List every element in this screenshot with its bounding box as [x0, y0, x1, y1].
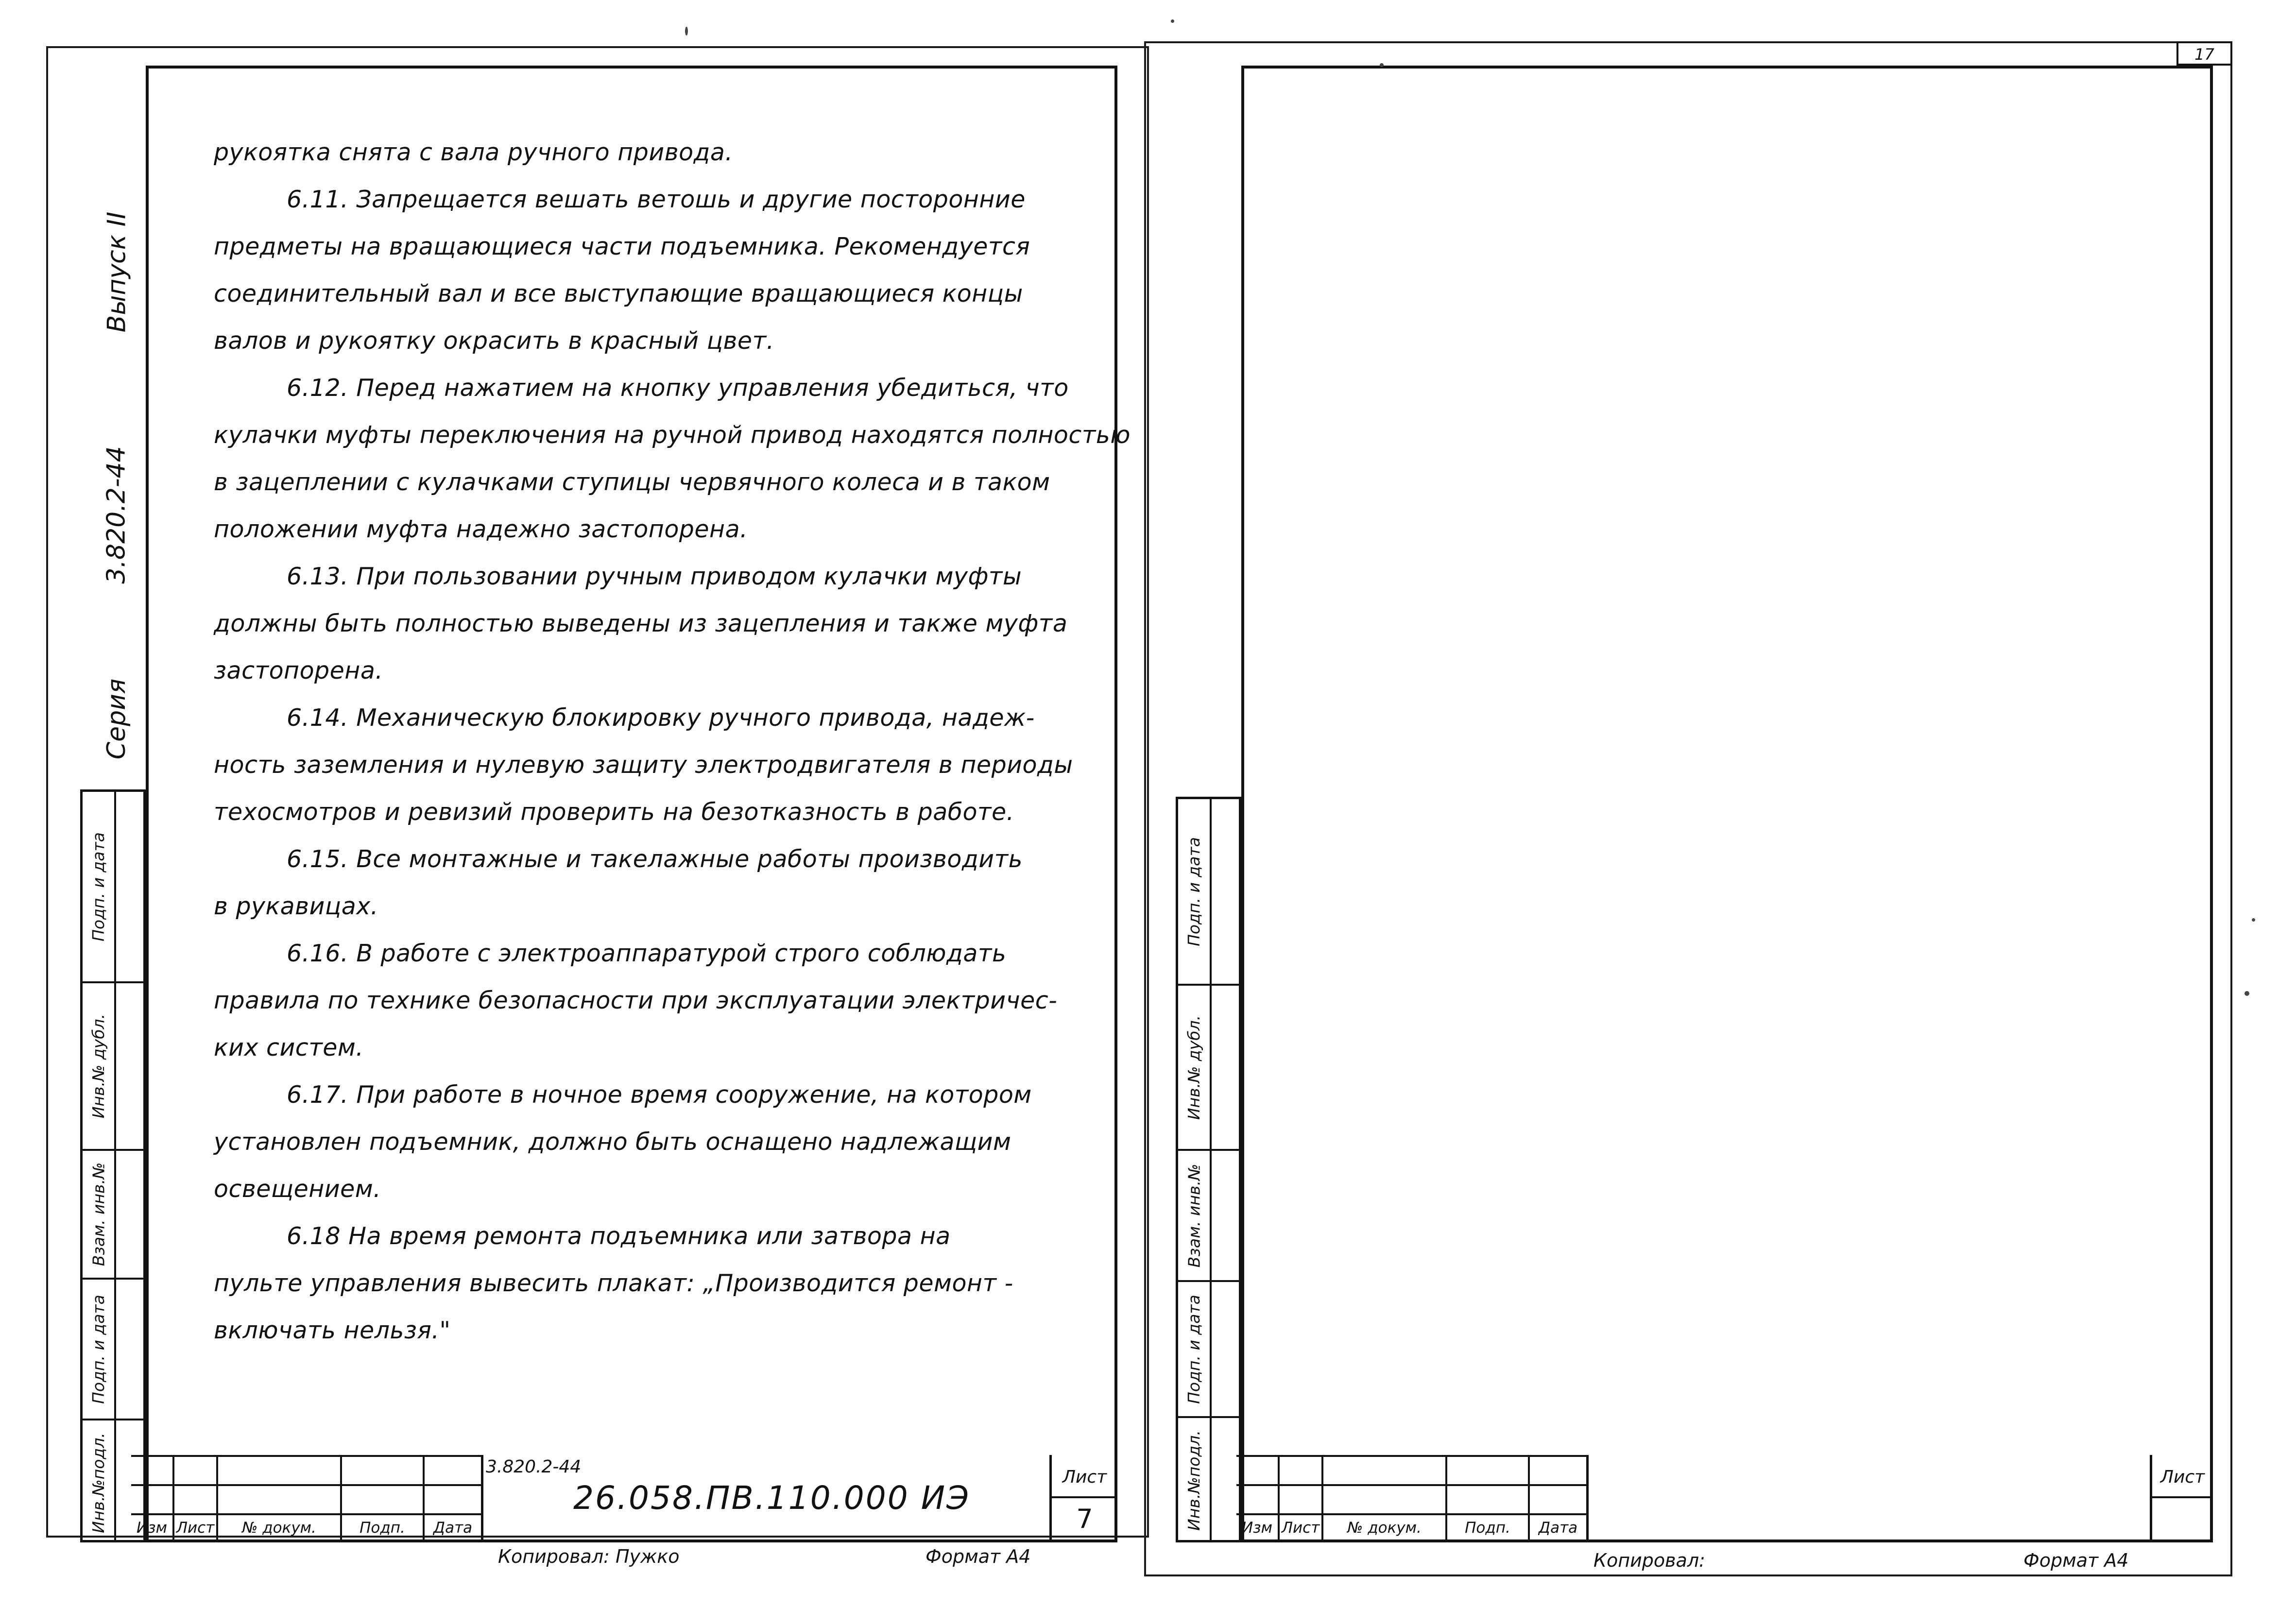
text-line: в зацеплении с кулачками ступицы червячного колеса и в таком — [214, 468, 1050, 496]
text-line: техосмотров и ревизий проверить на безотказность в работе. — [214, 798, 1014, 826]
text-line: положении муфта надежно застопорена. — [214, 515, 748, 543]
text-line: 6.11. Запрещается вешать ветошь и другие посторонние — [287, 186, 1026, 213]
tb-header-izm: Изм — [136, 1519, 168, 1537]
text-line: кулачки муфты переключения на ручной привод находятся полностью — [214, 421, 1131, 449]
text-line: 6.13. При пользовании ручным приводом кулачки муфты — [287, 563, 1022, 590]
text-line: ность заземления и нулевую защиту электродвигателя в периоды — [214, 751, 1073, 779]
text-line: 6.15. Все монтажные и такелажные работы производить — [287, 845, 1023, 873]
tb-top-line — [131, 1455, 481, 1457]
tb-header-doc: № докум. — [242, 1519, 316, 1537]
tb-row-line — [131, 1513, 481, 1515]
tb-main-divider — [1586, 1455, 1589, 1542]
scan-speck — [685, 27, 688, 35]
right-side-stamp — [1176, 797, 1241, 1542]
scan-speck — [1171, 19, 1174, 23]
tb-header-data: Дата — [433, 1519, 473, 1537]
text-line: правила по технике безопасности при эксплуатации электричес- — [214, 987, 1058, 1014]
text-line: соединительный вал и все выступающие вращающиеся концы — [214, 280, 1023, 308]
stamp-divider — [1210, 799, 1212, 1540]
format-label: Формат А4 — [2023, 1550, 2129, 1571]
stamp-inv-dubl: Инв.№ дубл. — [1184, 1015, 1204, 1120]
tb-row-line — [131, 1484, 481, 1486]
tb-sheet-label: Лист — [2160, 1467, 2205, 1487]
scan-speck — [2252, 918, 2255, 922]
stamp-inv-podl: Инв.№подл. — [1184, 1430, 1203, 1531]
stamp-vzam-inv: Взам. инв.№ — [1184, 1163, 1204, 1267]
page-number-box — [2176, 41, 2232, 66]
text-line: валов и рукоятку окрасить в красный цвет. — [214, 327, 774, 355]
tb-sheet-label: Лист — [1062, 1467, 1107, 1487]
tb-header-podp: Подп. — [1465, 1519, 1510, 1537]
right-page-frame — [1241, 66, 2213, 1542]
text-line: ких систем. — [214, 1034, 364, 1061]
text-line: 6.18 На время ремонта подъемника или затвора на — [287, 1222, 951, 1250]
text-line: установлен подъемник, должно быть оснащено надлежащим — [214, 1128, 1011, 1156]
stamp-inv-dubl: Инв.№ дубл. — [89, 1013, 108, 1119]
issue-label: Выпуск II — [102, 211, 132, 333]
instruction-text — [214, 129, 1131, 1354]
text-line: освещением. — [214, 1175, 381, 1203]
stamp-podp-data: Подп. и дата — [89, 832, 108, 941]
series-number: 3.820.2-44 — [102, 446, 132, 584]
tb-header-list: Лист — [176, 1519, 215, 1537]
tb-header-doc: № докум. — [1347, 1519, 1422, 1537]
scan-speck — [2245, 991, 2249, 996]
tb-top-line — [1236, 1455, 1586, 1457]
text-line: рукоятка снята с вала ручного привода. — [214, 138, 733, 166]
left-side-stamp — [80, 789, 146, 1542]
tb-designation: 26.058.ПВ.110.000 ИЭ — [573, 1479, 971, 1517]
series-label: Серия — [102, 678, 132, 760]
right-title-block — [1236, 1455, 2213, 1542]
stamp-divider — [114, 792, 116, 1540]
text-line: предметы на вращающиеся части подъемника. Рекомендуется — [214, 233, 1030, 260]
tb-sheet-number: 7 — [1076, 1504, 1093, 1534]
tb-row-line — [1236, 1484, 1586, 1486]
tb-sheet-line — [1049, 1496, 1117, 1498]
copied-by: Копировал: Пужко — [498, 1546, 680, 1567]
tb-row-line — [1236, 1513, 1586, 1515]
stamp-podp-data: Подп. и дата — [1184, 837, 1204, 946]
tb-series-small: 3.820.2-44 — [486, 1457, 582, 1477]
copied-by: Копировал: — [1593, 1550, 1705, 1571]
text-line: 6.16. В работе с электроаппаратурой строго соблюдать — [287, 940, 1007, 967]
text-line: пульте управления вывесить плакат: „Производится ремонт - — [214, 1269, 1013, 1297]
text-line: включать нельзя." — [214, 1317, 451, 1344]
page-number: 17 — [2194, 45, 2214, 64]
stamp-inv-podl: Инв.№подл. — [89, 1432, 108, 1533]
tb-header-list: Лист — [1281, 1519, 1320, 1537]
text-line: 6.17. При работе в ночное время сооружение, на котором — [287, 1081, 1032, 1109]
tb-header-izm: Изм — [1241, 1519, 1273, 1537]
text-line: 6.14. Механическую блокировку ручного привода, надеж- — [287, 704, 1035, 732]
text-line: 6.12. Перед нажатием на кнопку управления убедиться, что — [287, 374, 1069, 402]
stamp-podp-data: Подп. и дата — [1184, 1294, 1204, 1404]
tb-header-podp: Подп. — [360, 1519, 405, 1537]
tb-sheet-line — [2150, 1496, 2213, 1498]
stamp-podp-data: Подп. и дата — [89, 1294, 108, 1404]
tb-header-data: Дата — [1538, 1519, 1578, 1537]
text-line: застопорена. — [214, 657, 383, 684]
text-line: должны быть полностью выведены из зацепления и также муфта — [214, 610, 1068, 637]
format-label: Формат А4 — [925, 1546, 1031, 1567]
stamp-vzam-inv: Взам. инв.№ — [89, 1162, 108, 1266]
tb-main-divider — [481, 1455, 483, 1542]
left-title-block — [131, 1455, 1117, 1542]
scan-speck — [1380, 63, 1384, 67]
text-line: в рукавицах. — [214, 892, 378, 920]
